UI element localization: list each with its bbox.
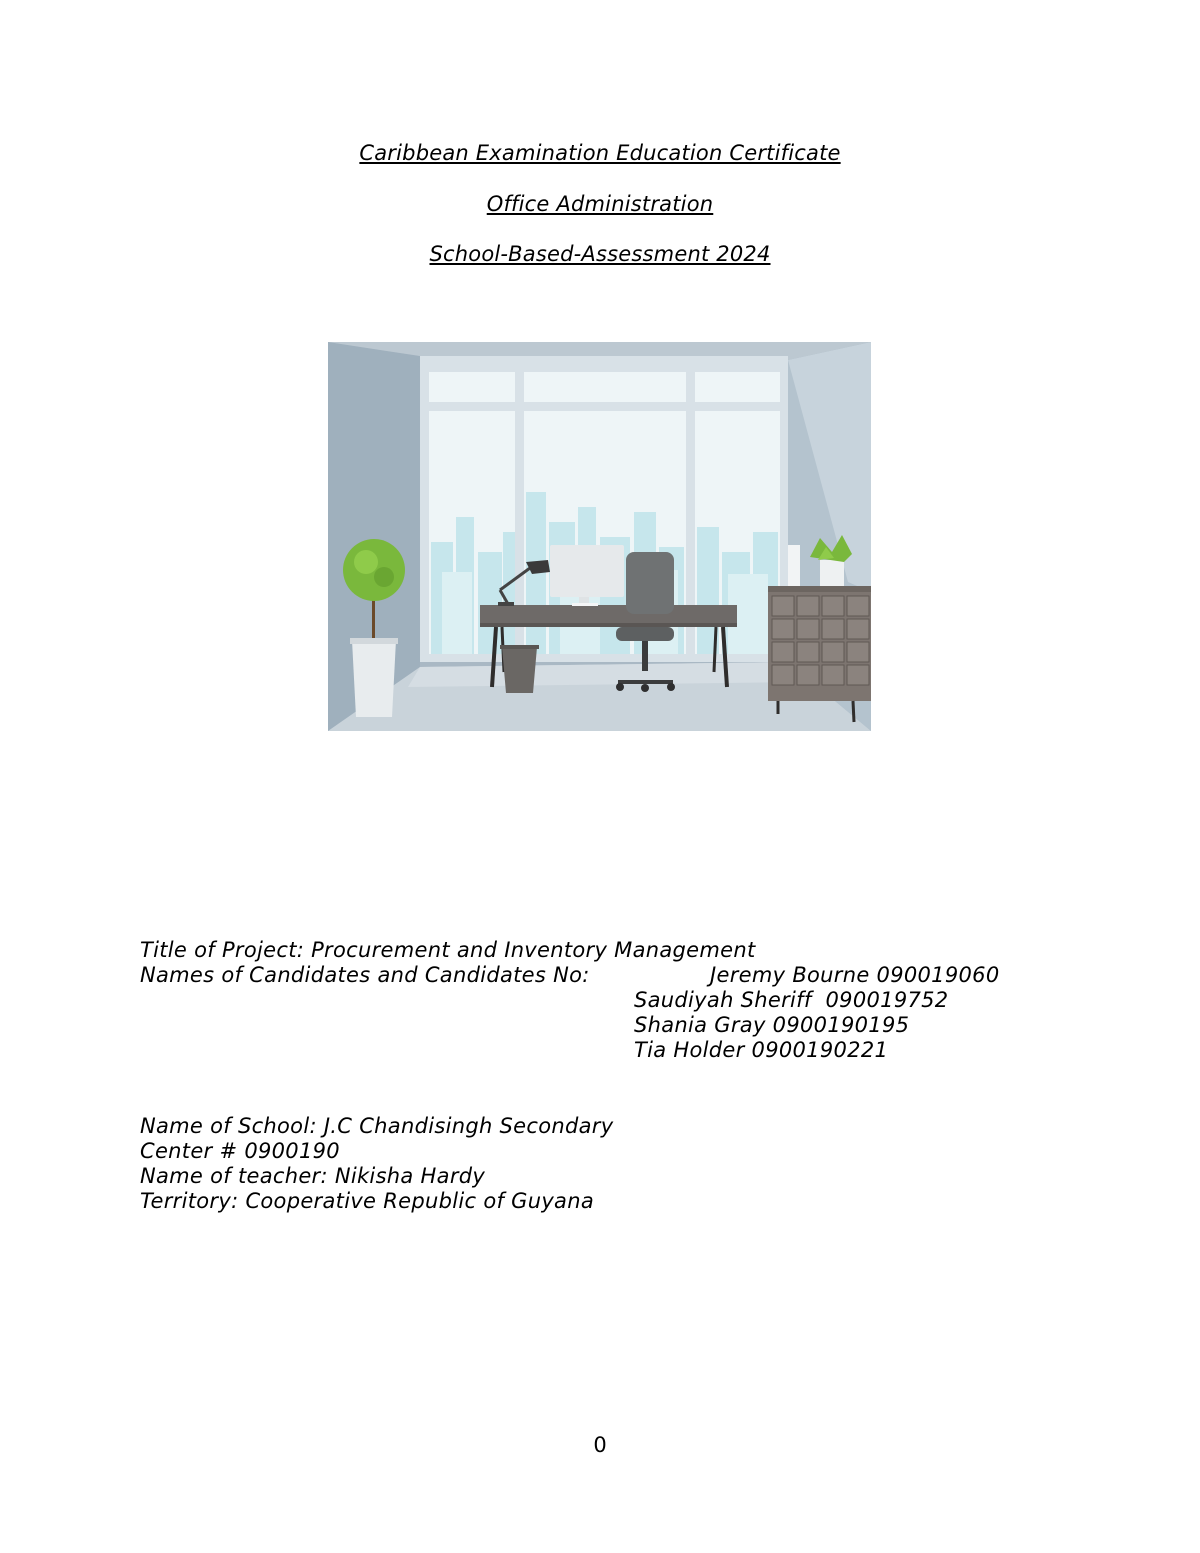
assessment-title: School-Based-Assessment 2024: [429, 242, 771, 266]
candidates-label: Names of Candidates and Candidates No:: [140, 963, 590, 987]
candidate-entry: Jeremy Bourne 090019060: [710, 963, 1000, 987]
document-title: Caribbean Examination Education Certificate: [359, 141, 841, 165]
candidate-entry: Shania Gray 0900190195: [634, 1013, 910, 1037]
project-title: Title of Project: Procurement and Inventory Management: [140, 938, 756, 962]
candidate-entry: Saudiyah Sheriff 090019752: [634, 988, 949, 1012]
school-name: Name of School: J.C Chandisingh Secondary: [140, 1114, 614, 1138]
candidate-entry: Tia Holder 0900190221: [634, 1038, 889, 1062]
center-number: Center # 0900190: [140, 1139, 340, 1163]
teacher-name: Name of teacher: Nikisha Hardy: [140, 1164, 486, 1188]
subject-title: Office Administration: [486, 192, 714, 216]
office-illustration: [328, 342, 871, 731]
page-number: 0: [593, 1433, 607, 1457]
territory: Territory: Cooperative Republic of Guyana: [140, 1189, 594, 1213]
